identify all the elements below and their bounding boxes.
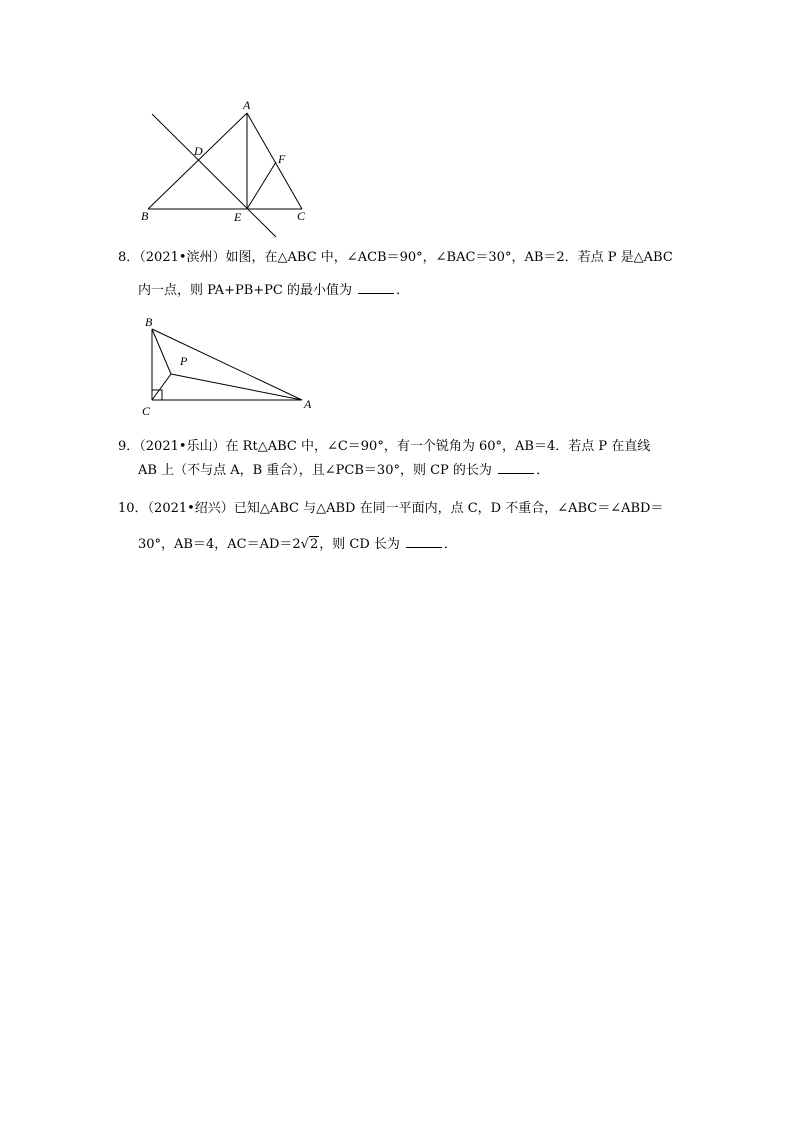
question-10-text-3: ，则 CD 长为 [319,537,400,552]
question-8-line-1 [118,248,678,268]
label-c: C [142,404,151,418]
label-c: C [297,209,306,223]
question-9-source: （2021•乐山） [139,439,226,454]
figure-right-triangle-point-p [140,312,320,422]
question-9-text-2: AB 上（不与点 A，B 重合），且∠PCB＝30°，则 CP 的长为 [138,463,492,478]
question-10-period: ． [444,537,458,552]
question-10-line-1 [118,499,678,519]
label-f: F [278,152,286,166]
label-e: E [234,210,242,224]
label-b: B [145,315,153,329]
question-9-number: 9． [118,439,140,454]
question-8-period: ． [396,283,410,298]
segment-ef [247,162,276,209]
question-8 [118,248,678,301]
question-10-text-1: 已知△ABC 与△ABD 在同一平面内，点 C，D 不重合，∠ABC＝∠ABD＝ [233,501,664,516]
question-10-line-2 [118,535,678,555]
label-d: D [194,144,203,158]
segment-pb [152,329,171,374]
question-8-text-1: 如图，在△ABC 中，∠ACB＝90°，∠BAC＝30°，AB＝2．若点 P 是△ABC [225,250,673,265]
question-9-line-2 [118,461,678,481]
question-9-text-1: 在 Rt△ABC 中，∠C＝90°，有一个锐角为 60°，AB＝4．若点 P 在直线 [225,439,651,454]
question-9-period: ． [536,463,550,478]
figure2-svg [140,312,320,422]
question-10-text-2: 30°，AB＝4，AC＝AD＝2 [138,537,301,552]
question-10-source: （2021•绍兴） [147,501,234,516]
question-10-answer-blank[interactable] [406,535,442,548]
figure1-svg [140,96,320,246]
segment-ab [152,329,302,400]
question-8-answer-blank[interactable] [358,281,394,294]
question-8-number: 8． [118,250,140,265]
segment-ab [148,113,247,209]
line-through-d-e [152,114,276,237]
question-9-line-1 [118,437,678,457]
segment-ac [247,113,302,209]
question-8-text-2: 内一点，则 PA+PB+PC 的最小值为 [138,283,352,298]
label-a: A [243,98,251,112]
label-a: A [304,397,312,411]
sqrt-symbol: √2 [300,537,319,552]
question-9-answer-blank[interactable] [498,461,534,474]
label-b: B [141,209,149,223]
question-10 [118,499,678,555]
question-8-source: （2021•滨州） [139,250,226,265]
question-9 [118,437,678,481]
figure-triangle-abc-perpendicular [140,96,320,246]
segment-pa [171,374,302,400]
question-8-line-2 [118,281,678,301]
label-p: P [180,354,188,368]
sqrt-radicand: 2 [309,537,319,552]
question-10-number: 10． [118,501,148,516]
